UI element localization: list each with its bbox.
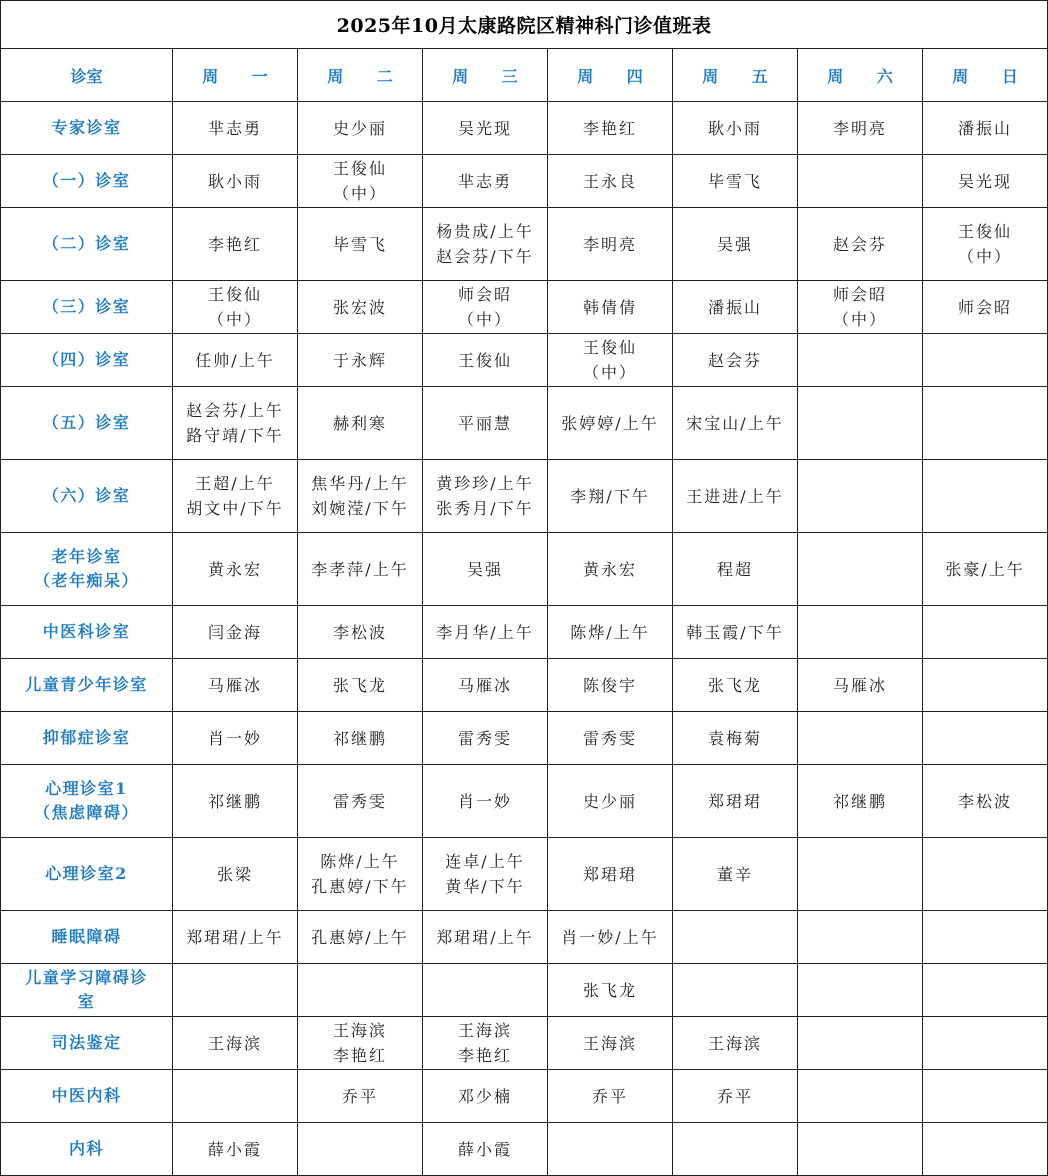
day-header-friday xyxy=(673,49,798,102)
schedule-cell: 潘振山 xyxy=(923,102,1048,155)
schedule-cell xyxy=(173,1070,298,1123)
schedule-cell: 肖一妙/上午 xyxy=(548,911,673,964)
schedule-cell: 耿小雨 xyxy=(673,102,798,155)
schedule-cell xyxy=(923,964,1048,1017)
schedule-cell xyxy=(298,964,423,1017)
schedule-cell: 孔惠婷/上午 xyxy=(298,911,423,964)
schedule-cell xyxy=(798,334,923,387)
schedule-cell: 师会昭 （中） xyxy=(423,281,548,334)
schedule-cell: 王海滨 李艳红 xyxy=(423,1017,548,1070)
schedule-cell: 马雁冰 xyxy=(798,659,923,712)
schedule-cell: 王俊仙 （中） xyxy=(548,334,673,387)
schedule-cell: 马雁冰 xyxy=(423,659,548,712)
schedule-cell xyxy=(798,838,923,911)
schedule-cell: 李艳红 xyxy=(173,208,298,281)
schedule-cell xyxy=(798,911,923,964)
room-name-cell: （五）诊室 xyxy=(1,387,173,460)
schedule-cell xyxy=(798,712,923,765)
schedule-cell: 黄永宏 xyxy=(173,533,298,606)
schedule-cell: 郑珺珺/上午 xyxy=(423,911,548,964)
schedule-cell: 赵会芬 xyxy=(673,334,798,387)
schedule-cell: 郑珺珺 xyxy=(548,838,673,911)
schedule-cell: 李孝萍/上午 xyxy=(298,533,423,606)
schedule-cell xyxy=(923,1070,1048,1123)
room-name-cell: （三）诊室 xyxy=(1,281,173,334)
table-row xyxy=(1,155,1048,208)
schedule-cell xyxy=(798,533,923,606)
schedule-cell: 张豪/上午 xyxy=(923,533,1048,606)
schedule-cell xyxy=(798,1070,923,1123)
schedule-cell: 袁梅菊 xyxy=(673,712,798,765)
schedule-cell: 史少丽 xyxy=(298,102,423,155)
schedule-cell xyxy=(798,460,923,533)
day-label: 周 六 xyxy=(827,66,907,86)
room-name-cell: 老年诊室 （老年痴呆） xyxy=(1,533,173,606)
day-header-monday xyxy=(173,49,298,102)
table-row xyxy=(1,606,1048,659)
schedule-cell: 吴光现 xyxy=(923,155,1048,208)
schedule-cell xyxy=(798,1017,923,1070)
schedule-cell: 芈志勇 xyxy=(423,155,548,208)
schedule-cell: 李松波 xyxy=(923,765,1048,838)
schedule-cell: 王永良 xyxy=(548,155,673,208)
schedule-cell: 乔平 xyxy=(548,1070,673,1123)
schedule-cell xyxy=(673,911,798,964)
schedule-cell: 马雁冰 xyxy=(173,659,298,712)
table-row xyxy=(1,387,1048,460)
room-name-cell: （六）诊室 xyxy=(1,460,173,533)
schedule-cell xyxy=(923,1017,1048,1070)
schedule-cell: 薛小霞 xyxy=(173,1123,298,1176)
schedule-cell: 王俊仙 （中） xyxy=(173,281,298,334)
schedule-cell: 王俊仙 xyxy=(423,334,548,387)
day-header-sunday xyxy=(923,49,1048,102)
schedule-cell: 闫金海 xyxy=(173,606,298,659)
schedule-cell: 王进进/上午 xyxy=(673,460,798,533)
schedule-cell: 肖一妙 xyxy=(173,712,298,765)
room-name-cell: （一）诊室 xyxy=(1,155,173,208)
schedule-cell xyxy=(923,1123,1048,1176)
schedule-cell xyxy=(548,1123,673,1176)
schedule-cell xyxy=(923,659,1048,712)
room-name-cell: 中医内科 xyxy=(1,1070,173,1123)
schedule-cell: 薛小霞 xyxy=(423,1123,548,1176)
schedule-cell: 韩玉霞/下午 xyxy=(673,606,798,659)
day-label: 周 三 xyxy=(452,66,532,86)
schedule-cell: 李月华/上午 xyxy=(423,606,548,659)
schedule-cell: 张婷婷/上午 xyxy=(548,387,673,460)
room-name-cell: 专家诊室 xyxy=(1,102,173,155)
schedule-cell xyxy=(298,1123,423,1176)
schedule-cell: 张飞龙 xyxy=(548,964,673,1017)
schedule-cell: 李明亮 xyxy=(548,208,673,281)
schedule-cell: 祁继鹏 xyxy=(298,712,423,765)
schedule-cell: 祁继鹏 xyxy=(798,765,923,838)
room-name-cell: 儿童青少年诊室 xyxy=(1,659,173,712)
schedule-cell: 焦华丹/上午 刘婉滢/下午 xyxy=(298,460,423,533)
room-column-header: 诊室 xyxy=(1,49,173,102)
schedule-cell: 郑珺珺 xyxy=(673,765,798,838)
room-name-cell: （四）诊室 xyxy=(1,334,173,387)
schedule-cell xyxy=(923,838,1048,911)
schedule-cell: 王海滨 xyxy=(173,1017,298,1070)
room-name-cell: 心理诊室1 （焦虑障碍） xyxy=(1,765,173,838)
schedule-cell xyxy=(923,334,1048,387)
schedule-cell xyxy=(923,606,1048,659)
table-row xyxy=(1,911,1048,964)
header-row xyxy=(1,49,1048,102)
table-row xyxy=(1,712,1048,765)
schedule-cell: 李翔/下午 xyxy=(548,460,673,533)
schedule-cell: 张飞龙 xyxy=(298,659,423,712)
schedule-cell: 雷秀雯 xyxy=(423,712,548,765)
table-row xyxy=(1,281,1048,334)
schedule-cell: 吴强 xyxy=(423,533,548,606)
table-row xyxy=(1,1017,1048,1070)
schedule-cell: 肖一妙 xyxy=(423,765,548,838)
schedule-cell xyxy=(173,964,298,1017)
room-name-cell: 司法鉴定 xyxy=(1,1017,173,1070)
schedule-cell: 李艳红 xyxy=(548,102,673,155)
room-name-cell: 抑郁症诊室 xyxy=(1,712,173,765)
schedule-cell xyxy=(923,911,1048,964)
room-name-cell: 心理诊室2 xyxy=(1,838,173,911)
schedule-cell: 王俊仙 （中） xyxy=(298,155,423,208)
schedule-cell: 郑珺珺/上午 xyxy=(173,911,298,964)
room-name-cell: 儿童学习障碍诊 室 xyxy=(1,964,173,1017)
table-row xyxy=(1,533,1048,606)
day-label: 周 四 xyxy=(577,66,657,86)
schedule-cell: 史少丽 xyxy=(548,765,673,838)
schedule-cell xyxy=(798,387,923,460)
schedule-cell xyxy=(923,387,1048,460)
table-row xyxy=(1,1123,1048,1176)
schedule-cell xyxy=(798,1123,923,1176)
schedule-cell: 赫利寒 xyxy=(298,387,423,460)
schedule-cell: 雷秀雯 xyxy=(548,712,673,765)
room-name-cell: 内科 xyxy=(1,1123,173,1176)
schedule-cell: 邓少楠 xyxy=(423,1070,548,1123)
schedule-cell: 芈志勇 xyxy=(173,102,298,155)
schedule-cell: 师会昭 （中） xyxy=(798,281,923,334)
schedule-cell: 陈俊宇 xyxy=(548,659,673,712)
schedule-cell: 王俊仙 （中） xyxy=(923,208,1048,281)
day-label: 周 五 xyxy=(702,66,782,86)
schedule-cell xyxy=(423,964,548,1017)
schedule-cell: 赵会芬/上午 路守靖/下午 xyxy=(173,387,298,460)
schedule-cell xyxy=(798,155,923,208)
room-name-cell: （二）诊室 xyxy=(1,208,173,281)
schedule-cell: 张飞龙 xyxy=(673,659,798,712)
schedule-cell: 吴光现 xyxy=(423,102,548,155)
day-header-tuesday xyxy=(298,49,423,102)
schedule-cell: 雷秀雯 xyxy=(298,765,423,838)
table-row xyxy=(1,964,1048,1017)
room-name-cell: 中医科诊室 xyxy=(1,606,173,659)
schedule-cell xyxy=(923,460,1048,533)
schedule-cell: 潘振山 xyxy=(673,281,798,334)
schedule-cell: 程超 xyxy=(673,533,798,606)
table-row xyxy=(1,838,1048,911)
schedule-cell xyxy=(673,1123,798,1176)
schedule-cell: 毕雪飞 xyxy=(298,208,423,281)
schedule-cell xyxy=(923,712,1048,765)
day-header-wednesday xyxy=(423,49,548,102)
schedule-cell: 连卓/上午 黄华/下午 xyxy=(423,838,548,911)
schedule-cell: 平丽慧 xyxy=(423,387,548,460)
schedule-cell xyxy=(673,964,798,1017)
day-header-thursday xyxy=(548,49,673,102)
schedule-cell: 董辛 xyxy=(673,838,798,911)
schedule-cell: 乔平 xyxy=(298,1070,423,1123)
schedule-cell: 陈烨/上午 孔惠婷/下午 xyxy=(298,838,423,911)
schedule-cell: 黄珍珍/上午 张秀月/下午 xyxy=(423,460,548,533)
schedule-cell: 王超/上午 胡文中/下午 xyxy=(173,460,298,533)
day-label: 周 一 xyxy=(202,66,282,86)
day-label: 周 日 xyxy=(952,66,1032,86)
schedule-body xyxy=(1,102,1048,1176)
schedule-cell: 祁继鹏 xyxy=(173,765,298,838)
schedule-cell: 赵会芬 xyxy=(798,208,923,281)
schedule-cell xyxy=(798,964,923,1017)
schedule-cell: 张宏波 xyxy=(298,281,423,334)
schedule-cell: 韩倩倩 xyxy=(548,281,673,334)
table-row xyxy=(1,334,1048,387)
schedule-cell: 任帅/上午 xyxy=(173,334,298,387)
schedule-cell: 师会昭 xyxy=(923,281,1048,334)
day-header-saturday xyxy=(798,49,923,102)
schedule-cell: 李明亮 xyxy=(798,102,923,155)
schedule-cell: 张梁 xyxy=(173,838,298,911)
schedule-cell: 李松波 xyxy=(298,606,423,659)
table-row xyxy=(1,765,1048,838)
schedule-cell: 陈烨/上午 xyxy=(548,606,673,659)
schedule-cell: 杨贵成/上午 赵会芬/下午 xyxy=(423,208,548,281)
schedule-cell: 乔平 xyxy=(673,1070,798,1123)
table-row xyxy=(1,1070,1048,1123)
schedule-cell: 毕雪飞 xyxy=(673,155,798,208)
schedule-cell: 耿小雨 xyxy=(173,155,298,208)
table-row xyxy=(1,659,1048,712)
schedule-cell: 吴强 xyxy=(673,208,798,281)
room-name-cell: 睡眠障碍 xyxy=(1,911,173,964)
day-label: 周 二 xyxy=(327,66,407,86)
schedule-cell: 黄永宏 xyxy=(548,533,673,606)
table-row xyxy=(1,208,1048,281)
schedule-cell: 宋宝山/上午 xyxy=(673,387,798,460)
schedule-cell: 王海滨 xyxy=(673,1017,798,1070)
schedule-cell xyxy=(798,606,923,659)
table-row xyxy=(1,102,1048,155)
table-title: 2025年10月太康路院区精神科门诊值班表 xyxy=(1,1,1048,49)
schedule-cell: 王海滨 xyxy=(548,1017,673,1070)
schedule-cell: 于永辉 xyxy=(298,334,423,387)
table-row xyxy=(1,460,1048,533)
schedule-cell: 王海滨 李艳红 xyxy=(298,1017,423,1070)
